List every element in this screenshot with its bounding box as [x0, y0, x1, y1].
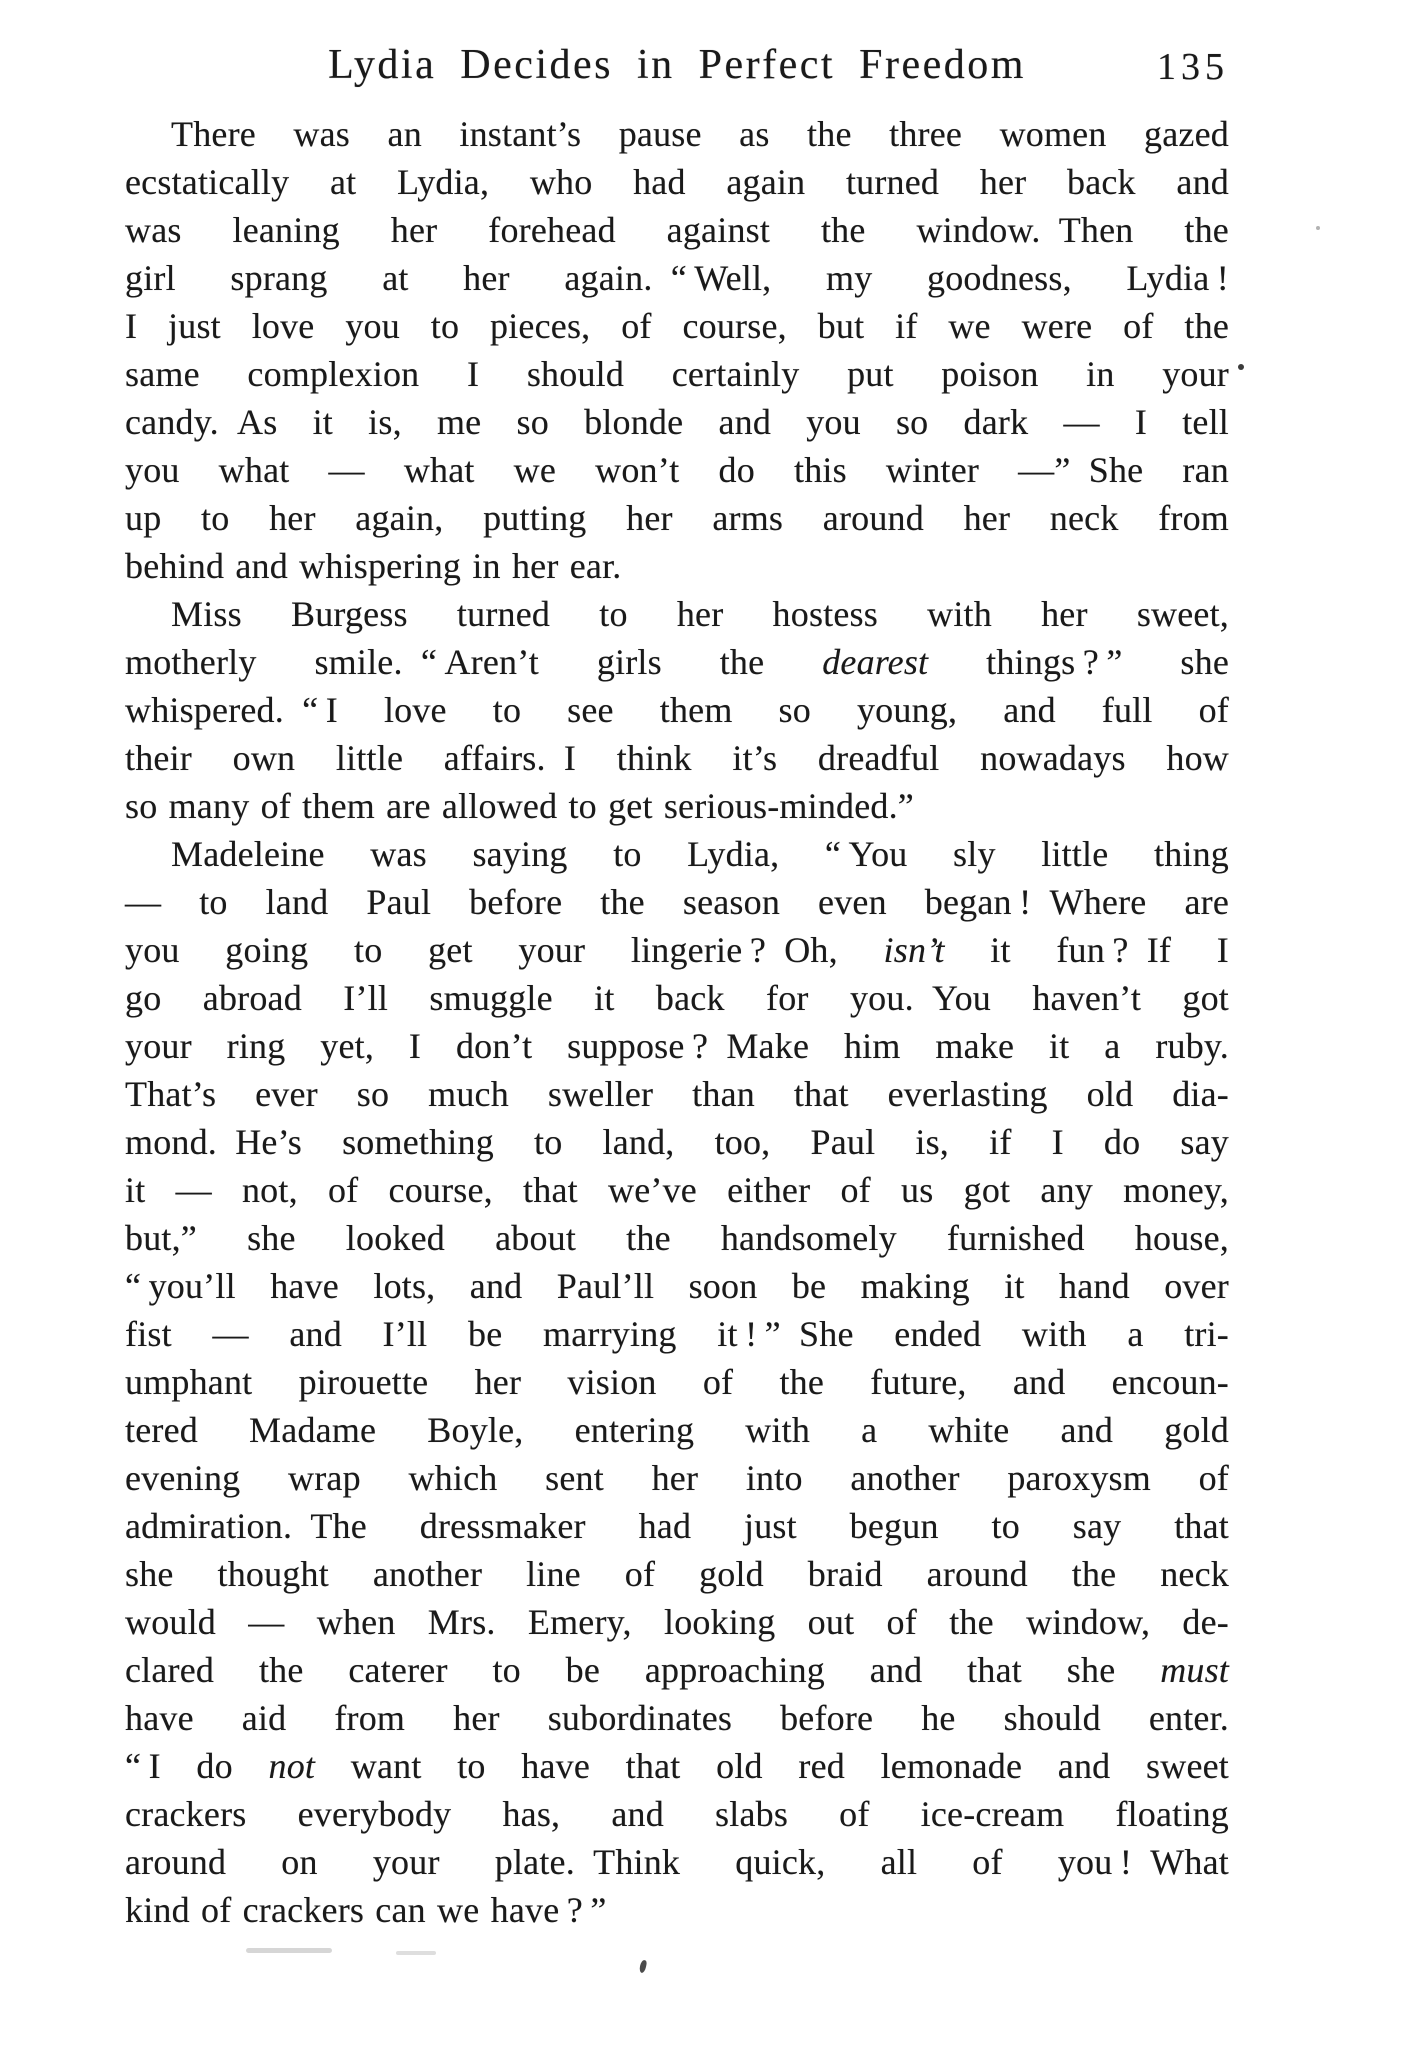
- page-content: [125, 40, 1229, 1934]
- text-line: umphant pirouette her vision of the future, and encoun-: [125, 1362, 1229, 1402]
- scan-artifact: [1316, 226, 1320, 230]
- text-line: kind of crackers can we have ? ”: [125, 1890, 607, 1930]
- scan-artifact: [639, 1960, 648, 1974]
- text-line: I just love you to pieces, of course, but if we were of the: [125, 306, 1229, 346]
- text-line: have aid from her subordinates before he should enter.: [125, 1698, 1229, 1738]
- scan-artifact: [246, 1948, 332, 1953]
- text-line: would — when Mrs. Emery, looking out of the window, de-: [125, 1602, 1229, 1642]
- page-number: 135: [1157, 46, 1229, 88]
- text-line: mond. He’s something to land, too, Paul is, if I do say: [125, 1122, 1229, 1162]
- text-line: behind and whispering in her ear.: [125, 546, 622, 586]
- text-line: up to her again, putting her arms around her neck from: [125, 498, 1229, 538]
- text-line: There was an instant’s pause as the three women gazed: [171, 114, 1229, 154]
- page-text: [125, 110, 1229, 1934]
- text-line: clared the caterer to be approaching and that she must: [125, 1650, 1229, 1690]
- scan-artifact: [396, 1951, 436, 1955]
- text-line: their own little affairs. I think it’s dreadful nowadays how: [125, 738, 1229, 778]
- text-line: ecstatically at Lydia, who had again turned her back and: [125, 162, 1229, 202]
- text-line: you going to get your lingerie ? Oh, isn’t it fun ? If I: [125, 930, 1229, 970]
- text-line: admiration. The dressmaker had just begun to say that: [125, 1506, 1229, 1546]
- text-line: she thought another line of gold braid around the neck: [125, 1554, 1229, 1594]
- text-line: fist — and I’ll be marrying it ! ” She ended with a tri-: [125, 1314, 1229, 1354]
- text-line: your ring yet, I don’t suppose ? Make him make it a ruby.: [125, 1026, 1229, 1066]
- text-line: whispered. “ I love to see them so young, and full of: [125, 690, 1229, 730]
- scan-artifact: [1238, 364, 1244, 370]
- text-line: Madeleine was saying to Lydia, “ You sly little thing: [171, 834, 1229, 874]
- text-line: motherly smile. “ Aren’t girls the dearest things ? ” she: [125, 642, 1229, 682]
- text-line: but,” she looked about the handsomely furnished house,: [125, 1218, 1229, 1258]
- text-line: — to land Paul before the season even began ! Where are: [125, 882, 1229, 922]
- text-line: crackers everybody has, and slabs of ice-cream floating: [125, 1794, 1229, 1834]
- text-line: girl sprang at her again. “ Well, my goodness, Lydia !: [125, 258, 1229, 298]
- running-head-title: Lydia Decides in Perfect Freedom: [328, 42, 1026, 88]
- page-header: [125, 40, 1229, 98]
- text-line: you what — what we won’t do this winter —” She ran: [125, 450, 1229, 490]
- text-line: tered Madame Boyle, entering with a white and gold: [125, 1410, 1229, 1450]
- text-line: “ you’ll have lots, and Paul’ll soon be making it hand over: [125, 1266, 1229, 1306]
- text-line: “ I do not want to have that old red lemonade and sweet: [125, 1746, 1229, 1786]
- text-line: so many of them are allowed to get serious-minded.”: [125, 786, 914, 826]
- text-line: That’s ever so much sweller than that everlasting old dia-: [125, 1074, 1229, 1114]
- text-line: was leaning her forehead against the window. Then the: [125, 210, 1229, 250]
- text-line: evening wrap which sent her into another paroxysm of: [125, 1458, 1229, 1498]
- text-line: candy. As it is, me so blonde and you so dark — I tell: [125, 402, 1229, 442]
- text-line: same complexion I should certainly put poison in your: [125, 354, 1229, 394]
- text-line: Miss Burgess turned to her hostess with her sweet,: [171, 594, 1229, 634]
- text-line: around on your plate. Think quick, all of you ! What: [125, 1842, 1229, 1882]
- text-line: it — not, of course, that we’ve either of us got any money,: [125, 1170, 1229, 1210]
- text-line: go abroad I’ll smuggle it back for you. You haven’t got: [125, 978, 1229, 1018]
